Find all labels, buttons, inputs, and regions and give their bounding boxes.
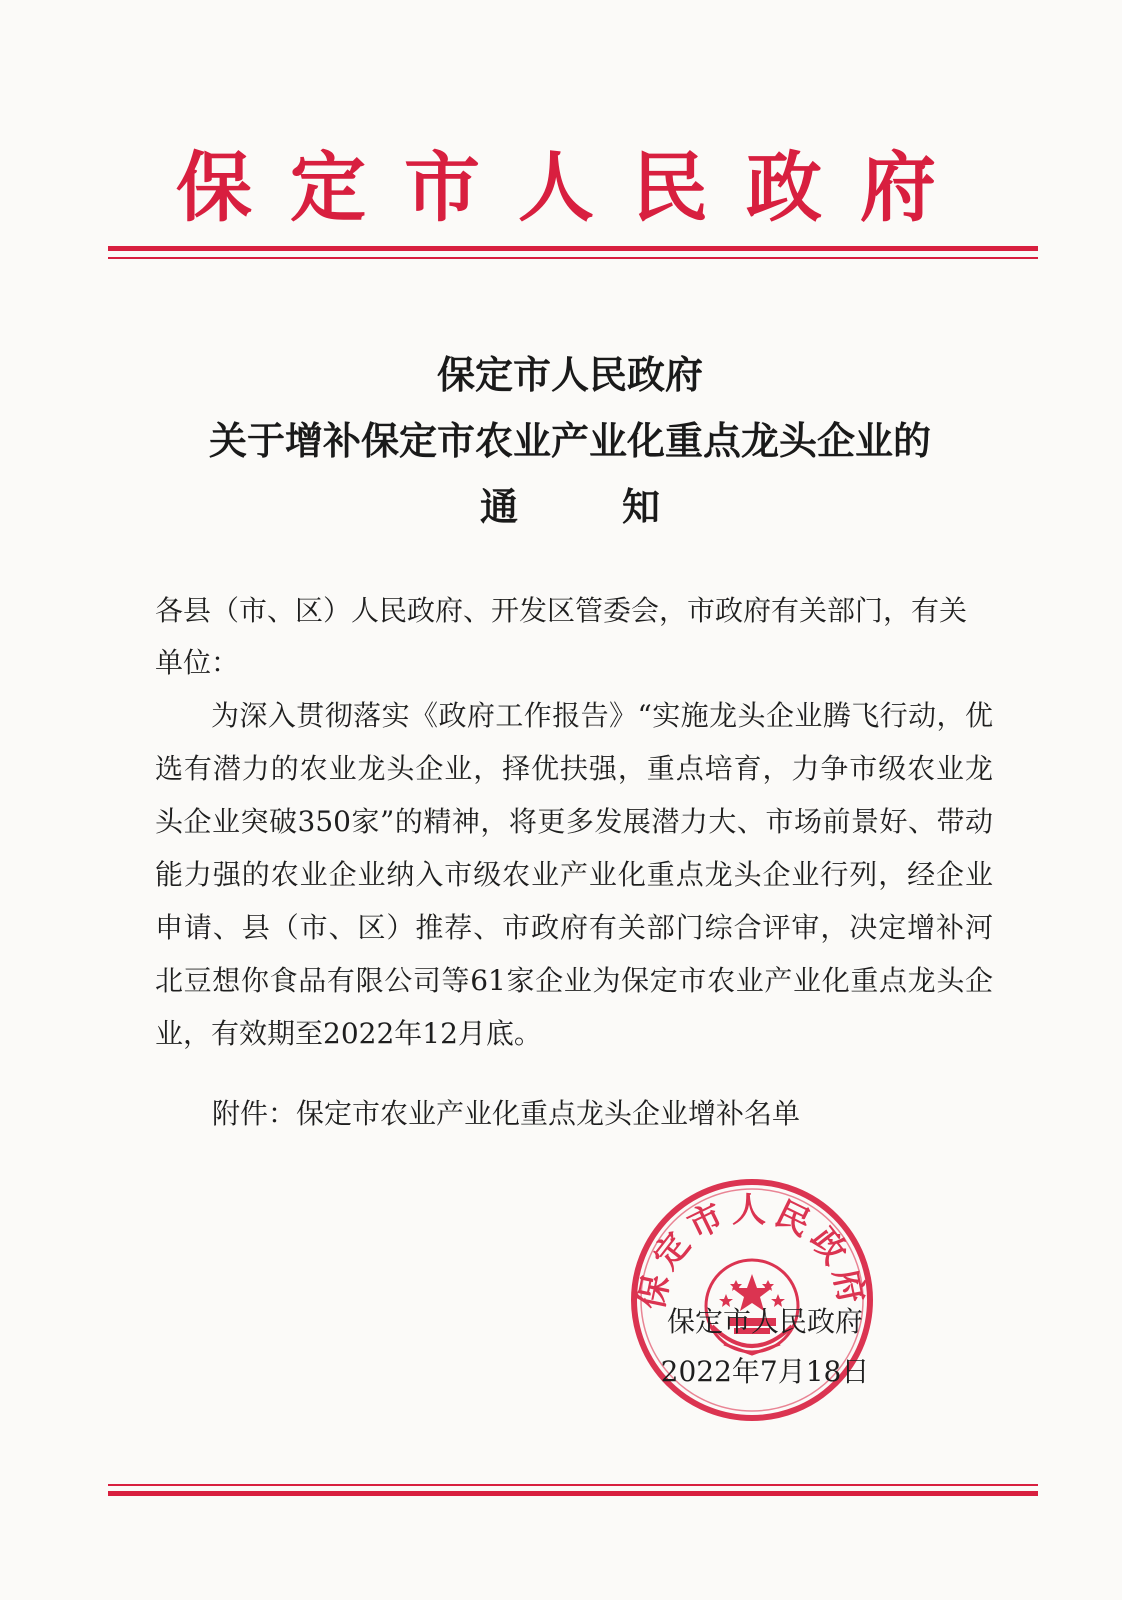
letterhead-rule-thin (108, 257, 1038, 259)
document-title-line3: 通知 (479, 485, 764, 529)
body-paragraph: 为深入贯彻落实《政府工作报告》“实施龙头企业腾飞行动，优选有潜力的农业龙头企业，择优扶强，重点培育，力争市级农业龙头企业突破350家”的精神，将更多发展潜力大、市场前景好、带动能力强的农业企业纳入市级农业产业化重点龙头企业行列，经企业申请、县（市、区）推荐、市政府有关部门综合评审，决定增补河北豆想你食品有限公司等61家企业为保定市农业产业化重点龙头企业，有效期至2022年12月底。 (155, 699, 993, 1050)
signature-org: 保定市人民政府 (666, 1305, 863, 1338)
letterhead-title: 保定市人民政府 (176, 143, 974, 232)
signature-date: 2022年7月18日 (660, 1355, 870, 1388)
footer-rule-thin (108, 1484, 1038, 1486)
seal-text: 保定市人民政府 (631, 1190, 873, 1313)
document-title-line1: 保定市人民政府 (436, 353, 703, 397)
attachment-line: 附件：保定市农业产业化重点龙头企业增补名单 (212, 1097, 801, 1130)
footer-rule-thick (108, 1491, 1038, 1496)
document-title-line2: 关于增补保定市农业产业化重点龙头企业的 (208, 419, 931, 463)
addressee: 各县（市、区）人民政府、开发区管委会，市政府有关部门，有关单位： (155, 594, 968, 679)
letterhead-rule-thick (108, 246, 1038, 251)
